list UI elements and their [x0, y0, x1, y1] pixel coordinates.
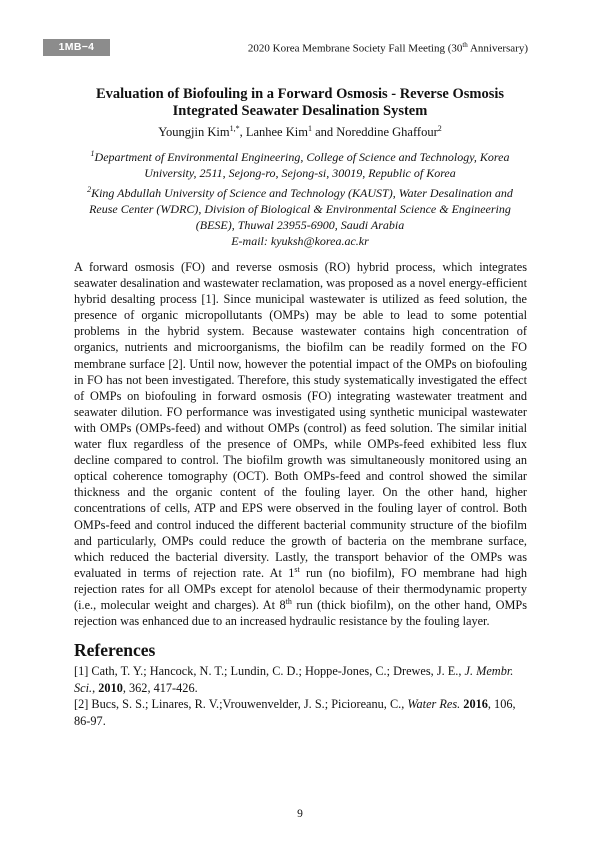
- contact-email: E-mail: kyuksh@korea.ac.kr: [231, 234, 369, 249]
- reference-2-journal: Water Res.: [407, 697, 461, 711]
- affiliation-2-sup: 2: [87, 184, 92, 194]
- reference-2-volume: , 106, 86-97.: [74, 697, 516, 728]
- references-heading: References: [74, 640, 156, 660]
- title-line-2: Integrated Seawater Desalination System: [172, 103, 428, 119]
- conference-tail: Anniversary): [467, 42, 528, 55]
- abstract-sup-2: th: [285, 596, 292, 606]
- paper-title: [60, 86, 540, 120]
- abstract-part-2: run (no biofilm), FO membrane had high rejection rates for all OMPs except for atenolol because of their thermodynamic property (i.e., molecular weight and charges). At 8: [74, 565, 527, 612]
- affiliation-2: [75, 182, 525, 234]
- author-list: [60, 124, 540, 140]
- reference-2-authors: [2] Bucs, S. S.; Linares, R. V.;Vrouwenvelder, J. S.; Picioreanu, C.,: [74, 697, 408, 711]
- author-3-sup: 2: [437, 124, 442, 133]
- reference-1-year: 2010: [98, 680, 123, 695]
- session-badge: 1MB−4: [43, 39, 110, 56]
- abstract-part-1: A forward osmosis (FO) and reverse osmosis (RO) hybrid process, which integrates seawater desalination and wastewater reclamation, was proposed as a novel energy-efficient hybrid desalting process [1]. Since municipal wastewater is utilized as feed solution, the presence of organic micropollutants (OMPs) may be able to lead to some potential problems in the hybrid system. Because wastewater contains high concentration of organics, nutrients and microorganisms, the biofilm can be readily formed on the FO membrane surface [2]. Until now, however the potential impact of the OMPs on biofouling in FO has not been investigated. Therefore, this study systematically investigated the effect of OMPs on biofouling in forward osmosis (FO) integrating wastewater treatment and seawater dilution. FO performance was investigated using synthetic municipal wastewater with OMPs (OMPs-feed) and without OMPs (control) as feed solution. The similar initial water flux regardless of the presence of OMPs, while OMPs-feed exhibited less flux decline compared to control. The biofilm growth was simultaneously monitored using an optical coherence tomography (OCT). Both OMPs-feed and control showed the similar thickness and the organic content of the fouling layer. On the other hand, higher concentrations of cells, ATP and EPS were observed in the fouling layer of control. Both OMPs-feed and control induced the different bacterial community structure of the biofilm and particularly, OMPs could reduce the growth of bacteria on the membrane surface, which reduced the bacterial diversity. Lastly, the transport behavior of the OMPs was evaluated in terms of rejection rate. At 1: [74, 260, 527, 580]
- affiliation-1: [75, 146, 525, 182]
- affiliation-2-text: King Abdullah University of Science and Technology (KAUST), Water Desalination and Reuse Center (WDRC), Division of Biological & Environmental Science & Engineering (BESE), Thuwal 23955-6900, Saudi Arabia: [89, 185, 513, 233]
- reference-1-journal: J. Membr. Sci.: [74, 664, 514, 695]
- author-1-sup: 1,*: [229, 124, 240, 133]
- author-2-sup: 1: [307, 124, 312, 133]
- reference-2: [74, 696, 529, 729]
- reference-2-year: 2016: [463, 697, 488, 711]
- conference-header: [248, 41, 528, 55]
- reference-1: [74, 663, 529, 696]
- reference-1-authors: [1] Cath, T. Y.; Hancock, N. T.; Lundin, C. D.; Hoppe-Jones, C.; Drewes, J. E.,: [74, 664, 465, 678]
- affiliation-1-text: Department of Environmental Engineering, College of Science and Technology, Korea University, 2511, Sejong-ro, Sejong-si, 30019, Republic of Korea: [94, 150, 510, 181]
- reference-1-volume: , 362, 417-426.: [122, 680, 198, 695]
- affiliation-1-sup: 1: [90, 149, 95, 158]
- abstract-sup-1: st: [294, 564, 300, 574]
- title-line-1: Evaluation of Biofouling in a Forward Osmosis - Reverse Osmosis: [95, 86, 505, 102]
- abstract-body: [74, 259, 527, 629]
- author-3: and Noreddine Ghaffour: [311, 125, 438, 140]
- reference-1-sep: ,: [92, 680, 99, 695]
- abstract-part-3: run (thick biofilm), on the other hand, OMPs rejection was enhanced due to an increased hydraulic resistance by the fouling layer.: [74, 597, 528, 629]
- conference-sup: th: [462, 41, 468, 49]
- references-list: [74, 663, 529, 729]
- author-1: Youngjin Kim: [158, 125, 230, 140]
- conference-text: 2020 Korea Membrane Society Fall Meeting (30: [247, 42, 463, 55]
- author-2: , Lanhee Kim: [239, 125, 308, 140]
- affiliations: [75, 146, 525, 250]
- page-number: 9: [297, 808, 303, 820]
